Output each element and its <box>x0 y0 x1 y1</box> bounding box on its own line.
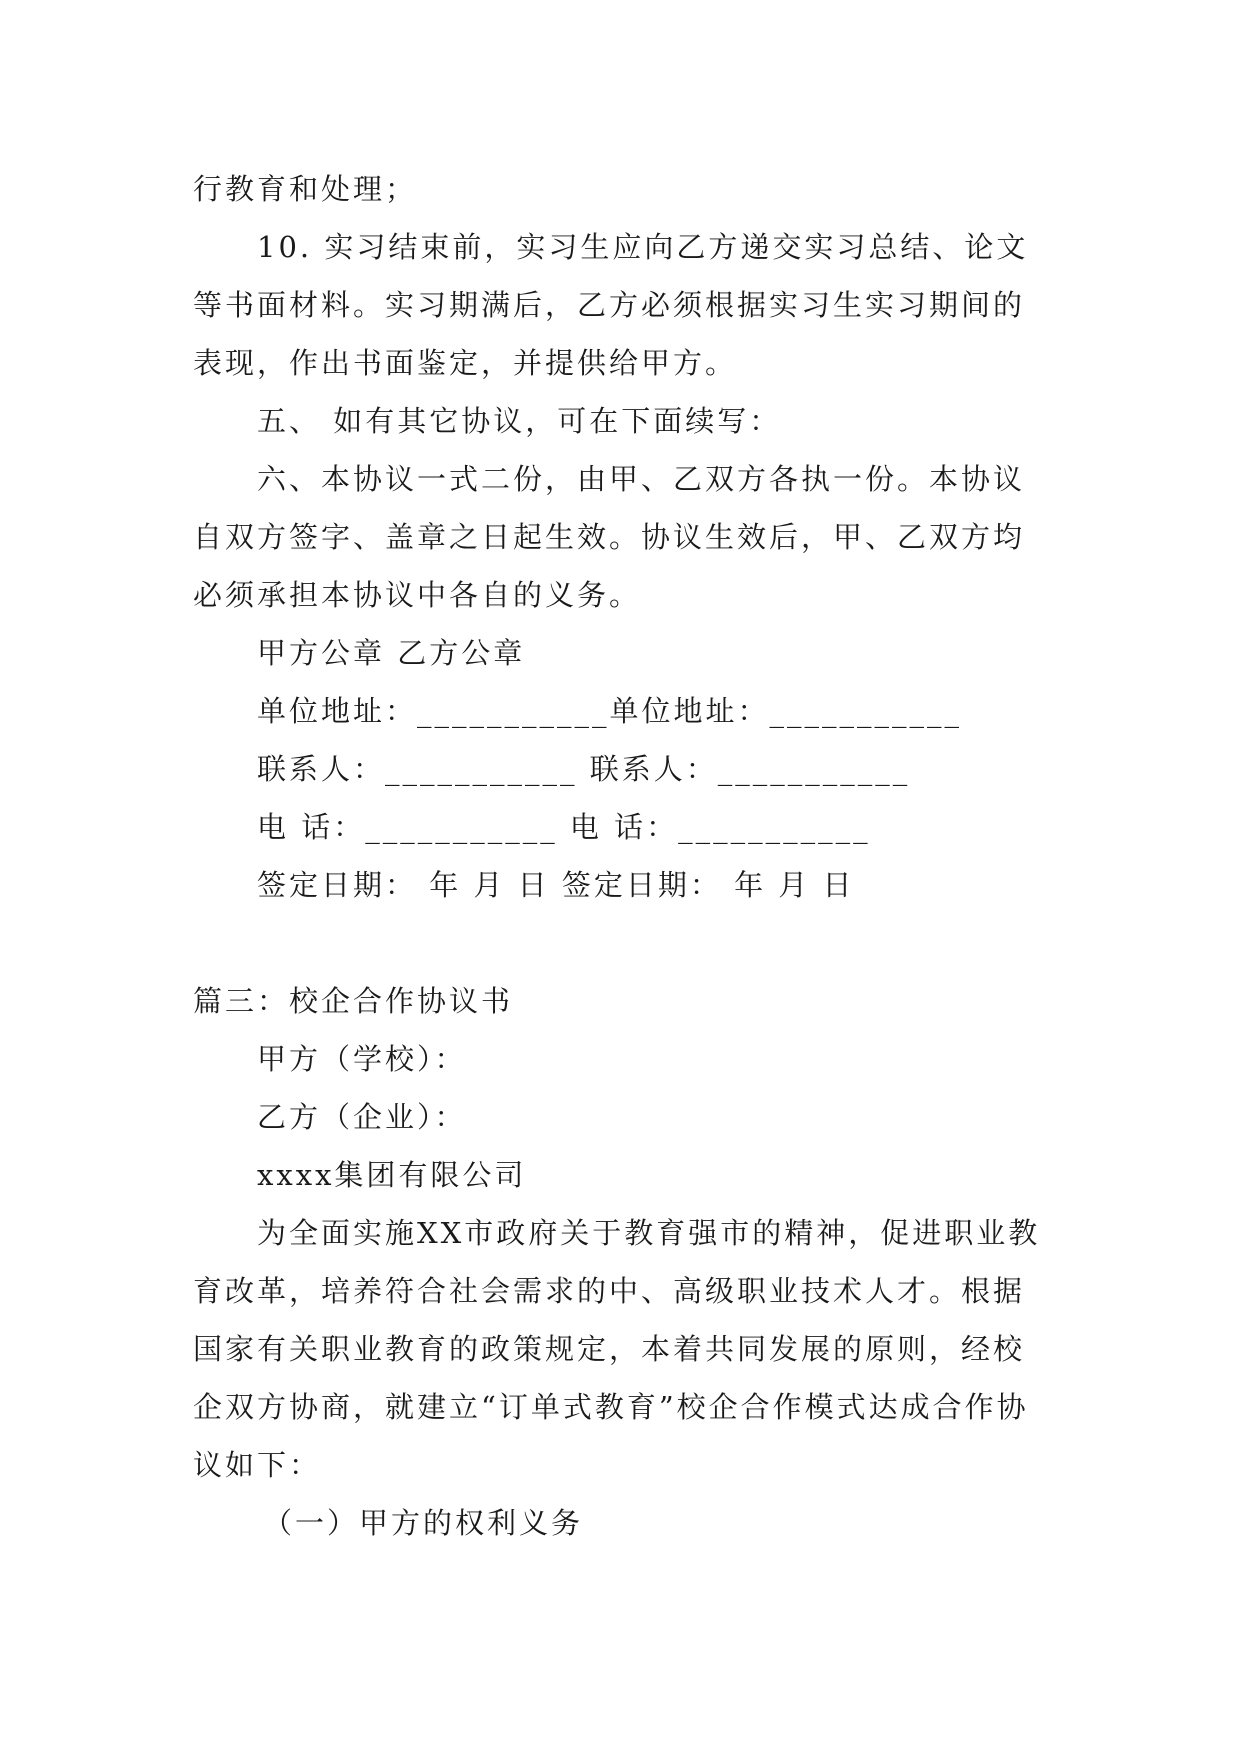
phone-line: 电 话：___________ 电 话：___________ <box>257 810 871 844</box>
section-six: 六、本协议一式二份，由甲、乙双方各执一份。本协议自双方签字、盖章之日起生效。协议生效后，甲、乙双方均必须承担本协议中各自的义务。 <box>193 462 1026 612</box>
chapter-three-heading: 篇三：校企合作协议书 <box>193 984 514 1018</box>
seal-line: 甲方公章 乙方公章 <box>257 636 526 670</box>
party-a-line: 甲方（学校）： <box>257 1042 467 1076</box>
party-b-line: 乙方（企业）： <box>257 1100 467 1134</box>
section-gap <box>193 914 1053 972</box>
address-line: 单位地址：___________单位地址：___________ <box>257 694 963 728</box>
contact-line: 联系人：___________ 联系人：___________ <box>257 752 911 786</box>
preamble-paragraph: 为全面实施XX市政府关于教育强市的精神，促进职业教育改革，培养符合社会需求的中、高级职业技术人才。根据国家有关职业教育的政策规定，本着共同发展的原则，经校企双方协商，就建立“订单式教育”校企合作模式达成合作协议如下： <box>193 1216 1041 1482</box>
section-five: 五、 如有其它协议，可在下面续写： <box>257 404 782 438</box>
clause-10: 10. 实习结束前，实习生应向乙方递交实习总结、论文等书面材料。实习期满后，乙方必须根据实习生实习期间的表现，作出书面鉴定，并提供给甲方。 <box>193 230 1029 380</box>
document-body <box>193 160 1053 1552</box>
subsection-heading: （一）甲方的权利义务 <box>263 1506 584 1540</box>
company-name: xxxx集团有限公司 <box>257 1158 527 1192</box>
sign-date-line: 签定日期： 年 月 日 签定日期： 年 月 日 <box>257 868 855 902</box>
paragraph-continuation: 行教育和处理； <box>193 172 418 206</box>
